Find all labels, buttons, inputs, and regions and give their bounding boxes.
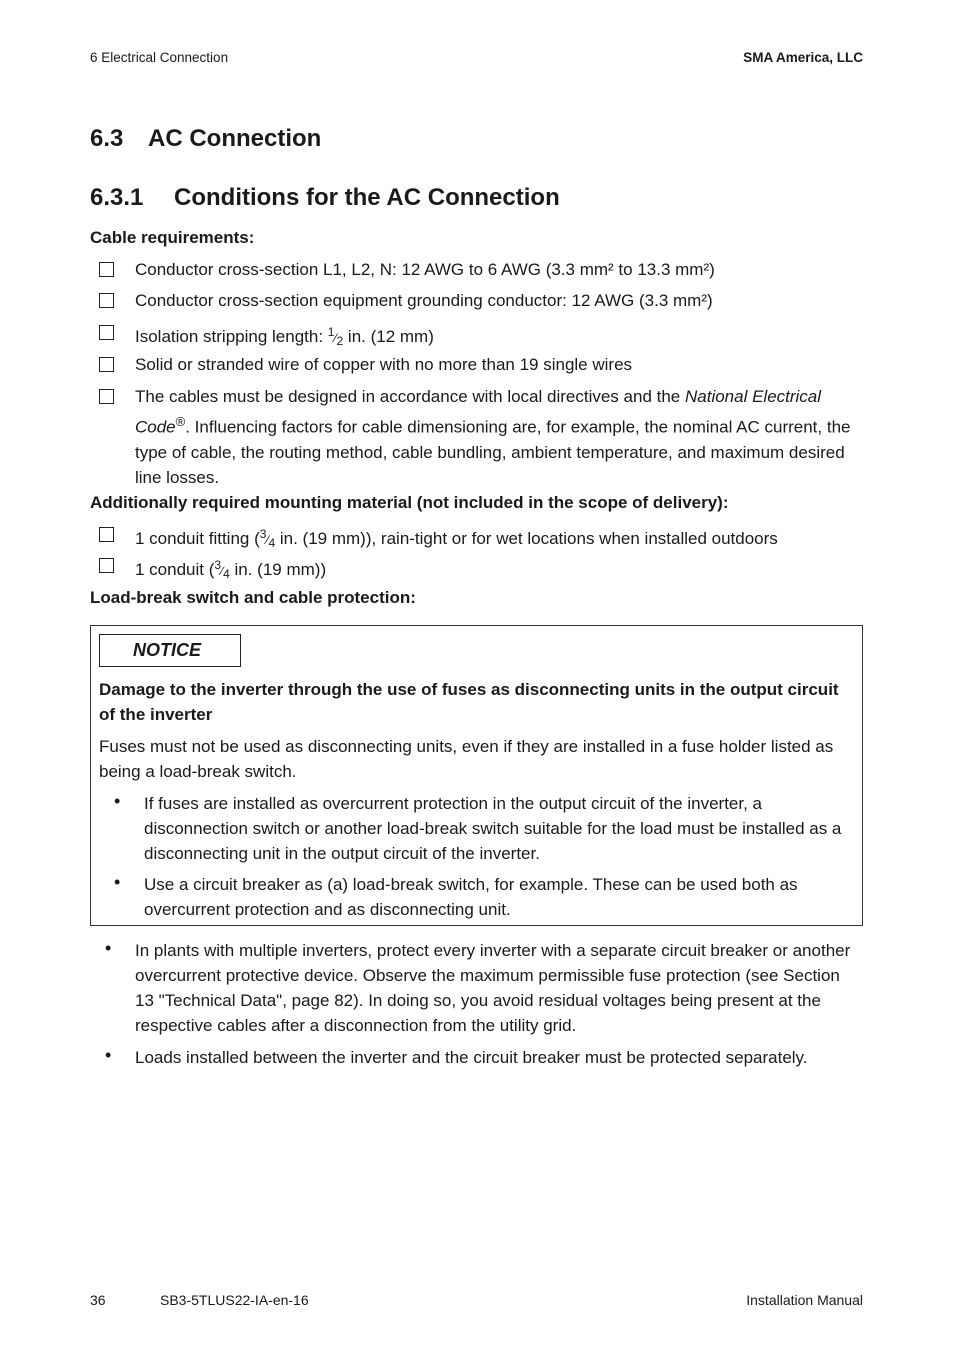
bullet-icon: •: [105, 938, 112, 958]
section-number: 6.3: [90, 125, 124, 152]
list-item: Conductor cross-section equipment grounding conductor: 12 AWG (3.3 mm²): [135, 291, 713, 310]
list-item: 1 conduit ($^3⁄_4$ in. (19 mm)): [135, 558, 327, 581]
page-number: 36: [90, 1292, 106, 1308]
checkbox-icon: [99, 558, 114, 573]
fraction: $^3⁄_4$: [214, 558, 230, 581]
checkbox-icon: [99, 389, 114, 404]
cable-requirements-label: Cable requirements:: [90, 228, 255, 247]
list-item: Loads installed between the inverter and the circuit breaker must be protected separately.: [135, 1048, 808, 1067]
bullet-icon: •: [105, 1045, 112, 1065]
manual-title: Installation Manual: [746, 1292, 863, 1308]
list-item: Solid or stranded wire of copper with no more than 19 single wires: [135, 355, 633, 374]
checkbox-icon: [99, 357, 114, 372]
header-company: SMA America, LLC: [743, 50, 863, 65]
checkbox-icon: [99, 527, 114, 542]
notice-heading: Damage to the inverter through the use of fuses as disconnecting units in the output circuit of the inverter: [99, 680, 839, 724]
notice-bullet: Use a circuit breaker as (a) load-break switch, for example. These can be used both as overcurrent protection and as disconnecting unit.: [144, 875, 798, 919]
loadbreak-label: Load-break switch and cable protection:: [90, 588, 416, 607]
mounting-material-label: Additionally required mounting material (not included in the scope of delivery):: [90, 493, 729, 512]
notice-tag: NOTICE: [99, 634, 241, 667]
bullet-icon: •: [114, 872, 121, 892]
subsection-title: Conditions for the AC Connection: [174, 184, 560, 211]
checkbox-icon: [99, 262, 114, 277]
checkbox-icon: [99, 293, 114, 308]
document-code: SB3-5TLUS22-IA-en-16: [160, 1292, 309, 1308]
subsection-number: 6.3.1: [90, 184, 144, 211]
list-item: Conductor cross-section L1, L2, N: 12 AWG to 6 AWG (3.3 mm² to 13.3 mm²): [135, 260, 715, 279]
notice-text: Fuses must not be used as disconnecting units, even if they are installed in a fuse holder listed as being a load-break switch.: [99, 737, 834, 781]
list-item: 1 conduit fitting ($^3⁄_4$ in. (19 mm)), rain-tight or for wet locations when installed outdoors: [135, 527, 778, 550]
subsection-heading: [90, 184, 560, 212]
section-title: AC Connection: [148, 125, 322, 152]
list-item: The cables must be designed in accordance with local directives and the National Electrical Code®. Influencing factors for cable dimensioning are, for example, the nominal AC current, the type of cable, the routing method, cable bundling, ambient temperature, and maximum desired line losses.: [135, 387, 851, 487]
fraction: $^1⁄_2$: [327, 325, 344, 348]
list-item: Isolation stripping length: $^1⁄_2$ in. (12 mm): [135, 325, 434, 348]
fraction: $^3⁄_4$: [259, 527, 276, 550]
notice-bullet: If fuses are installed as overcurrent protection in the output circuit of the inverter, a disconnection switch or another load-break switch suitable for the load must be installed as a disconnecting unit in the output circuit of the inverter.: [144, 794, 842, 863]
bullet-icon: •: [114, 791, 121, 811]
checkbox-icon: [99, 325, 114, 340]
section-heading: [90, 125, 321, 153]
list-item: In plants with multiple inverters, protect every inverter with a separate circuit breaker or another overcurrent protective device. Observe the maximum permissible fuse protection (see Section 13 "Technical Data", page 82). In doing so, you avoid residual voltages being present at the respective cables after a disconnection from the utility grid.: [135, 941, 851, 1035]
header-chapter: 6 Electrical Connection: [90, 50, 229, 65]
